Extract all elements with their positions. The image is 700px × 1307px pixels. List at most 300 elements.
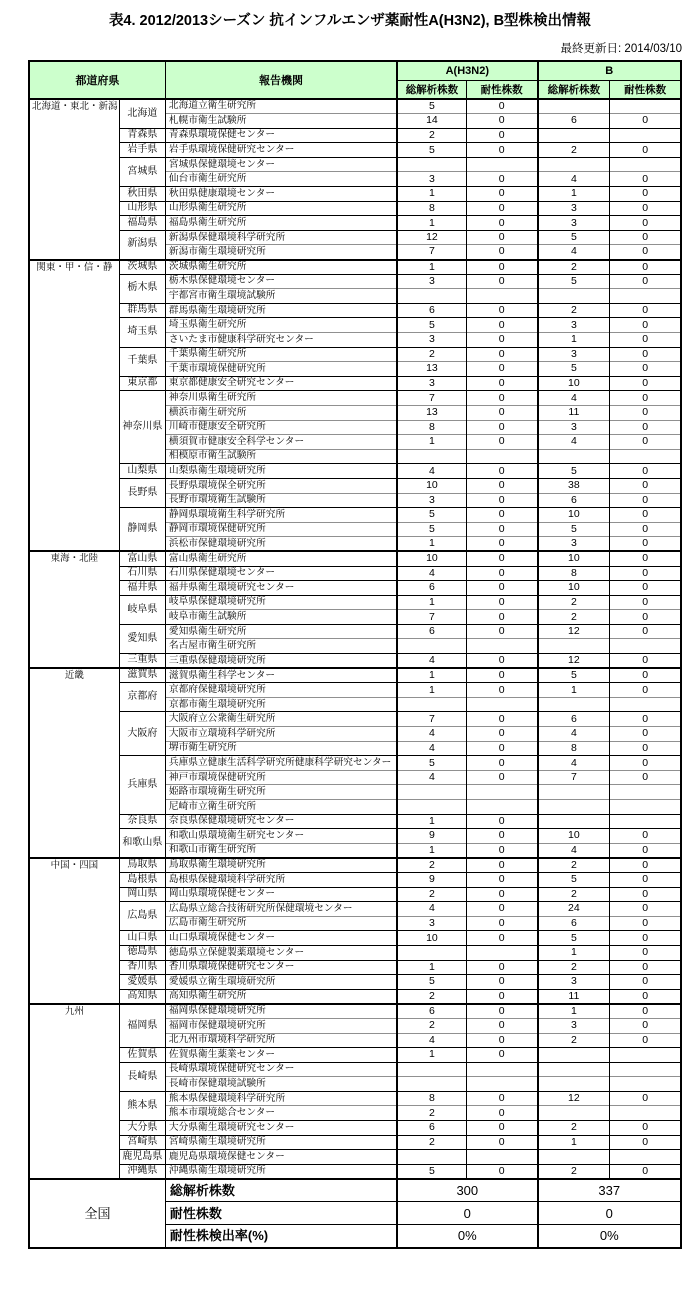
- prefecture-label: 栃木県: [119, 274, 165, 303]
- b-total-value: [538, 639, 610, 654]
- prefecture-label: 岩手県: [119, 143, 165, 158]
- b-resistant-value: 0: [610, 1091, 681, 1106]
- a-total-value: 2: [397, 887, 466, 902]
- institution-name: 神奈川県衛生研究所: [165, 391, 397, 406]
- b-total-value: 4: [538, 245, 610, 260]
- b-total-value: 1: [538, 187, 610, 202]
- institution-name: 横浜市衛生研究所: [165, 405, 397, 420]
- b-total-value: 5: [538, 872, 610, 887]
- a-total-value: [397, 289, 466, 304]
- col-header-b-total: 総解析株数: [538, 80, 610, 99]
- b-total-value: [538, 128, 610, 143]
- a-total-value: 10: [397, 931, 466, 946]
- b-total-value: 1: [538, 1004, 610, 1019]
- b-resistant-value: 0: [610, 902, 681, 917]
- institution-name: 宮城県保健環境センター: [165, 157, 397, 172]
- a-total-value: 3: [397, 333, 466, 348]
- prefecture-label: 沖縄県: [119, 1164, 165, 1179]
- b-resistant-value: 0: [610, 303, 681, 318]
- prefecture-label: 鳥取県: [119, 858, 165, 873]
- institution-name: 石川県保健環境センター: [165, 566, 397, 581]
- b-resistant-value: 0: [610, 333, 681, 348]
- institution-name: 宇都宮市衛生環境試験所: [165, 289, 397, 304]
- b-total-value: [538, 1106, 610, 1121]
- b-resistant-value: 0: [610, 172, 681, 187]
- a-resistant-value: 0: [466, 1048, 537, 1063]
- institution-name: 福島県衛生研究所: [165, 216, 397, 231]
- a-resistant-value: 0: [466, 1033, 537, 1048]
- a-resistant-value: 0: [466, 347, 537, 362]
- institution-name: 千葉県衛生研究所: [165, 347, 397, 362]
- a-resistant-value: 0: [466, 128, 537, 143]
- a-total-value: 7: [397, 245, 466, 260]
- institution-name: 長野県環境保全研究所: [165, 478, 397, 493]
- b-resistant-value: 0: [610, 712, 681, 727]
- a-resistant-value: 0: [466, 478, 537, 493]
- b-resistant-value: 0: [610, 931, 681, 946]
- table-row: [29, 960, 681, 975]
- table-row: [29, 814, 681, 829]
- a-resistant-value: 0: [466, 916, 537, 931]
- institution-name: 兵庫県立健康生活科学研究所健康科学研究センター: [165, 756, 397, 771]
- b-total-value: 10: [538, 829, 610, 844]
- prefecture-label: 滋賀県: [119, 668, 165, 683]
- a-resistant-value: 0: [466, 508, 537, 523]
- a-total-value: 4: [397, 741, 466, 756]
- table-row: [29, 128, 681, 143]
- table-row: [29, 668, 681, 683]
- b-resistant-value: 0: [610, 391, 681, 406]
- institution-name: 熊本市環境総合センター: [165, 1106, 397, 1121]
- a-total-value: 13: [397, 405, 466, 420]
- region-label: 北海道・東北・新潟: [29, 99, 119, 260]
- a-resistant-value: 0: [466, 829, 537, 844]
- table-row: [29, 829, 681, 844]
- b-total-value: 4: [538, 727, 610, 742]
- b-total-value: 5: [538, 668, 610, 683]
- prefecture-label: 熊本県: [119, 1091, 165, 1120]
- b-total-value: 4: [538, 391, 610, 406]
- institution-name: 京都市衛生環境研究所: [165, 697, 397, 712]
- table-row: [29, 274, 681, 289]
- a-resistant-value: 0: [466, 756, 537, 771]
- b-total-value: 2: [538, 303, 610, 318]
- institution-name: 福井県衛生環境研究センター: [165, 581, 397, 596]
- b-total-value: 3: [538, 975, 610, 990]
- table-row: [29, 391, 681, 406]
- resistance-table: [28, 60, 682, 1249]
- a-total-value: 4: [397, 727, 466, 742]
- a-resistant-value: 0: [466, 522, 537, 537]
- table-row: [29, 1150, 681, 1165]
- b-resistant-value: [610, 1106, 681, 1121]
- institution-name: 岐阜市衛生試験所: [165, 610, 397, 625]
- b-total-value: [538, 289, 610, 304]
- prefecture-label: 大阪府: [119, 712, 165, 756]
- table-row: [29, 216, 681, 231]
- a-resistant-value: 0: [466, 1091, 537, 1106]
- b-total-value: [538, 449, 610, 464]
- table-row: [29, 508, 681, 523]
- b-resistant-value: 0: [610, 683, 681, 698]
- table-row: [29, 230, 681, 245]
- institution-name: 静岡市環境保健研究所: [165, 522, 397, 537]
- prefecture-label: 徳島県: [119, 945, 165, 960]
- a-resistant-value: [466, 289, 537, 304]
- b-resistant-value: 0: [610, 187, 681, 202]
- prefecture-label: 兵庫県: [119, 756, 165, 814]
- last-updated: 最終更新日: 2014/03/10: [560, 43, 682, 55]
- a-resistant-value: 0: [466, 989, 537, 1004]
- a-resistant-value: 0: [466, 230, 537, 245]
- a-total-value: 1: [397, 683, 466, 698]
- a-total-value: 2: [397, 1135, 466, 1150]
- a-total-value: 9: [397, 872, 466, 887]
- prefecture-label: 岐阜県: [119, 595, 165, 624]
- b-total-value: 2: [538, 1164, 610, 1179]
- table-row: [29, 931, 681, 946]
- b-resistant-value: 0: [610, 595, 681, 610]
- a-resistant-value: 0: [466, 654, 537, 669]
- b-total-value: 3: [538, 1018, 610, 1033]
- b-resistant-value: 0: [610, 829, 681, 844]
- b-total-value: 38: [538, 478, 610, 493]
- a-resistant-value: 0: [466, 814, 537, 829]
- a-total-value: 10: [397, 478, 466, 493]
- prefecture-label: 京都府: [119, 683, 165, 712]
- b-total-value: 4: [538, 843, 610, 858]
- summary-metric-label: 耐性株数: [165, 1202, 397, 1225]
- table-row: [29, 260, 681, 275]
- a-resistant-value: 0: [466, 887, 537, 902]
- table-row: [29, 872, 681, 887]
- a-resistant-value: 0: [466, 376, 537, 391]
- b-resistant-value: 0: [610, 230, 681, 245]
- table-row: [29, 654, 681, 669]
- b-resistant-value: 0: [610, 318, 681, 333]
- a-resistant-value: 0: [466, 975, 537, 990]
- prefecture-label: 山口県: [119, 931, 165, 946]
- b-total-value: 3: [538, 537, 610, 552]
- prefecture-label: 長崎県: [119, 1062, 165, 1091]
- b-resistant-value: [610, 639, 681, 654]
- prefecture-label: 鹿児島県: [119, 1150, 165, 1165]
- table-row: [29, 945, 681, 960]
- b-resistant-value: 0: [610, 420, 681, 435]
- prefecture-label: 愛媛県: [119, 975, 165, 990]
- institution-name: 岩手県環境保健研究センター: [165, 143, 397, 158]
- institution-name: 福岡県保健環境研究所: [165, 1004, 397, 1019]
- b-resistant-value: [610, 697, 681, 712]
- b-resistant-value: 0: [610, 201, 681, 216]
- b-resistant-value: 0: [610, 975, 681, 990]
- b-resistant-value: 0: [610, 1164, 681, 1179]
- b-total-value: 8: [538, 566, 610, 581]
- col-header-prefecture: 都道府県: [29, 61, 165, 99]
- a-total-value: 7: [397, 610, 466, 625]
- a-total-value: 4: [397, 770, 466, 785]
- prefecture-label: 島根県: [119, 872, 165, 887]
- a-resistant-value: 0: [466, 405, 537, 420]
- a-resistant-value: 0: [466, 902, 537, 917]
- b-resistant-value: 0: [610, 1033, 681, 1048]
- institution-name: 熊本県保健環境科学研究所: [165, 1091, 397, 1106]
- prefecture-label: 佐賀県: [119, 1048, 165, 1063]
- prefecture-label: 新潟県: [119, 230, 165, 259]
- b-resistant-value: 0: [610, 887, 681, 902]
- a-resistant-value: [466, 1062, 537, 1077]
- a-resistant-value: 0: [466, 391, 537, 406]
- b-total-value: 2: [538, 1121, 610, 1136]
- a-total-value: 3: [397, 916, 466, 931]
- b-total-value: 1: [538, 683, 610, 698]
- prefecture-label: 三重県: [119, 654, 165, 669]
- b-total-value: 2: [538, 887, 610, 902]
- table-row: [29, 303, 681, 318]
- b-total-value: 6: [538, 493, 610, 508]
- a-total-value: 7: [397, 712, 466, 727]
- b-total-value: 1: [538, 1135, 610, 1150]
- institution-name: 長崎県環境保健研究センター: [165, 1062, 397, 1077]
- a-resistant-value: [466, 1077, 537, 1092]
- institution-name: 新潟市衛生環境研究所: [165, 245, 397, 260]
- region-label: 東海・北陸: [29, 551, 119, 668]
- institution-name: 京都府保健環境研究所: [165, 683, 397, 698]
- table-row: [29, 201, 681, 216]
- a-resistant-value: 0: [466, 741, 537, 756]
- prefecture-label: 福島県: [119, 216, 165, 231]
- institution-name: 徳島県立保健製薬環境センター: [165, 945, 397, 960]
- a-resistant-value: [466, 639, 537, 654]
- a-resistant-value: [466, 785, 537, 800]
- institution-name: 青森県環境保健センター: [165, 128, 397, 143]
- b-resistant-value: [610, 128, 681, 143]
- a-resistant-value: 0: [466, 187, 537, 202]
- b-total-value: 2: [538, 595, 610, 610]
- b-resistant-value: 0: [610, 274, 681, 289]
- table-row: [29, 1062, 681, 1077]
- a-total-value: 1: [397, 960, 466, 975]
- a-resistant-value: 0: [466, 624, 537, 639]
- table-row: [29, 1135, 681, 1150]
- a-resistant-value: 0: [466, 843, 537, 858]
- a-total-value: 4: [397, 1033, 466, 1048]
- summary-b-value: 0%: [538, 1225, 682, 1248]
- prefecture-label: 神奈川県: [119, 391, 165, 464]
- institution-name: 滋賀県衛生科学センター: [165, 668, 397, 683]
- a-resistant-value: 0: [466, 274, 537, 289]
- institution-name: 東京都健康安全研究センター: [165, 376, 397, 391]
- prefecture-label: 愛知県: [119, 624, 165, 653]
- a-total-value: 2: [397, 858, 466, 873]
- b-total-value: [538, 1150, 610, 1165]
- b-resistant-value: 0: [610, 1018, 681, 1033]
- table-row: [29, 712, 681, 727]
- prefecture-label: 茨城県: [119, 260, 165, 275]
- b-total-value: 4: [538, 435, 610, 450]
- a-resistant-value: 0: [466, 362, 537, 377]
- a-total-value: 3: [397, 376, 466, 391]
- a-total-value: 3: [397, 172, 466, 187]
- b-resistant-value: [610, 1150, 681, 1165]
- b-total-value: 5: [538, 931, 610, 946]
- prefecture-label: 福岡県: [119, 1004, 165, 1048]
- a-total-value: 1: [397, 216, 466, 231]
- a-total-value: 8: [397, 1091, 466, 1106]
- b-total-value: [538, 157, 610, 172]
- a-resistant-value: 0: [466, 201, 537, 216]
- summary-a-value: 0: [397, 1202, 537, 1225]
- a-resistant-value: 0: [466, 960, 537, 975]
- institution-name: 岡山県環境保健センター: [165, 887, 397, 902]
- prefecture-label: 和歌山県: [119, 829, 165, 858]
- table-row: [29, 1164, 681, 1179]
- a-resistant-value: 0: [466, 333, 537, 348]
- a-resistant-value: 0: [466, 931, 537, 946]
- institution-name: 大阪府立公衆衛生研究所: [165, 712, 397, 727]
- summary-a-value: 0%: [397, 1225, 537, 1248]
- a-total-value: 7: [397, 391, 466, 406]
- b-total-value: 10: [538, 581, 610, 596]
- a-total-value: 5: [397, 1164, 466, 1179]
- table-row: [29, 581, 681, 596]
- a-resistant-value: [466, 945, 537, 960]
- table-header: [29, 61, 681, 99]
- b-total-value: 2: [538, 260, 610, 275]
- a-total-value: 6: [397, 1121, 466, 1136]
- institution-name: 大阪市立環境科学研究所: [165, 727, 397, 742]
- b-total-value: 10: [538, 376, 610, 391]
- institution-name: 長野市環境衛生試験所: [165, 493, 397, 508]
- a-resistant-value: 0: [466, 581, 537, 596]
- a-total-value: 4: [397, 566, 466, 581]
- b-resistant-value: 0: [610, 537, 681, 552]
- a-total-value: 5: [397, 522, 466, 537]
- table-row: [29, 143, 681, 158]
- b-total-value: 2: [538, 858, 610, 873]
- a-resistant-value: 0: [466, 493, 537, 508]
- prefecture-label: 群馬県: [119, 303, 165, 318]
- institution-name: 埼玉県衛生研究所: [165, 318, 397, 333]
- b-total-value: [538, 1048, 610, 1063]
- a-resistant-value: 0: [466, 260, 537, 275]
- institution-name: 鳥取県衛生環境研究所: [165, 858, 397, 873]
- table-row: [29, 858, 681, 873]
- b-resistant-value: 0: [610, 843, 681, 858]
- a-total-value: 8: [397, 201, 466, 216]
- b-resistant-value: 0: [610, 522, 681, 537]
- a-resistant-value: [466, 800, 537, 815]
- a-total-value: [397, 800, 466, 815]
- institution-name: 茨城県衛生研究所: [165, 260, 397, 275]
- a-total-value: 6: [397, 624, 466, 639]
- a-total-value: 13: [397, 362, 466, 377]
- b-total-value: 12: [538, 654, 610, 669]
- b-resistant-value: 0: [610, 493, 681, 508]
- table-row: [29, 683, 681, 698]
- b-total-value: 2: [538, 1033, 610, 1048]
- institution-name: 栃木県保健環境センター: [165, 274, 397, 289]
- institution-name: 佐賀県衛生薬業センター: [165, 1048, 397, 1063]
- institution-name: 相模原市衛生試験所: [165, 449, 397, 464]
- b-resistant-value: 0: [610, 858, 681, 873]
- table-row: [29, 1004, 681, 1019]
- a-total-value: 6: [397, 1004, 466, 1019]
- a-resistant-value: 0: [466, 245, 537, 260]
- a-total-value: 2: [397, 347, 466, 362]
- b-total-value: 3: [538, 420, 610, 435]
- b-resistant-value: 0: [610, 362, 681, 377]
- table-row: [29, 551, 681, 566]
- a-resistant-value: 0: [466, 1004, 537, 1019]
- b-total-value: [538, 1062, 610, 1077]
- region-label: 九州: [29, 1004, 119, 1179]
- prefecture-label: 広島県: [119, 902, 165, 931]
- institution-name: 高知県衛生研究所: [165, 989, 397, 1004]
- col-header-b-resistant: 耐性株数: [610, 80, 681, 99]
- summary-b-value: 337: [538, 1179, 682, 1202]
- a-total-value: 14: [397, 114, 466, 129]
- b-resistant-value: 0: [610, 508, 681, 523]
- institution-name: 川崎市健康安全研究所: [165, 420, 397, 435]
- table-row: [29, 1048, 681, 1063]
- a-total-value: 6: [397, 303, 466, 318]
- a-total-value: 2: [397, 989, 466, 1004]
- a-total-value: 9: [397, 829, 466, 844]
- institution-name: 奈良県保健環境研究センター: [165, 814, 397, 829]
- b-total-value: 11: [538, 989, 610, 1004]
- b-total-value: [538, 99, 610, 114]
- institution-name: 札幌市衛生試験所: [165, 114, 397, 129]
- institution-name: 愛知県衛生研究所: [165, 624, 397, 639]
- b-resistant-value: 0: [610, 610, 681, 625]
- institution-name: 宮崎県衛生環境研究所: [165, 1135, 397, 1150]
- table-row: [29, 464, 681, 479]
- a-total-value: [397, 157, 466, 172]
- a-total-value: 4: [397, 902, 466, 917]
- summary-metric-label: 総解析株数: [165, 1179, 397, 1202]
- a-resistant-value: 0: [466, 872, 537, 887]
- institution-name: 愛媛県立衛生環境研究所: [165, 975, 397, 990]
- a-total-value: 10: [397, 551, 466, 566]
- b-resistant-value: 0: [610, 770, 681, 785]
- b-total-value: 7: [538, 770, 610, 785]
- b-resistant-value: 0: [610, 1004, 681, 1019]
- a-resistant-value: [466, 449, 537, 464]
- a-resistant-value: 0: [466, 858, 537, 873]
- b-resistant-value: 0: [610, 989, 681, 1004]
- prefecture-label: 東京都: [119, 376, 165, 391]
- institution-name: 三重県保健環境研究所: [165, 654, 397, 669]
- b-total-value: [538, 1077, 610, 1092]
- a-resistant-value: [466, 1150, 537, 1165]
- table-row: [29, 595, 681, 610]
- b-total-value: 5: [538, 230, 610, 245]
- a-total-value: 2: [397, 1106, 466, 1121]
- a-resistant-value: 0: [466, 464, 537, 479]
- a-total-value: 5: [397, 508, 466, 523]
- a-resistant-value: 0: [466, 1018, 537, 1033]
- a-total-value: 12: [397, 230, 466, 245]
- b-total-value: 2: [538, 610, 610, 625]
- institution-name: 北海道立衛生研究所: [165, 99, 397, 114]
- a-total-value: 1: [397, 435, 466, 450]
- b-total-value: 10: [538, 508, 610, 523]
- col-header-a-group: A(H3N2): [397, 61, 537, 80]
- prefecture-label: 高知県: [119, 989, 165, 1004]
- b-resistant-value: 0: [610, 478, 681, 493]
- b-resistant-value: 0: [610, 945, 681, 960]
